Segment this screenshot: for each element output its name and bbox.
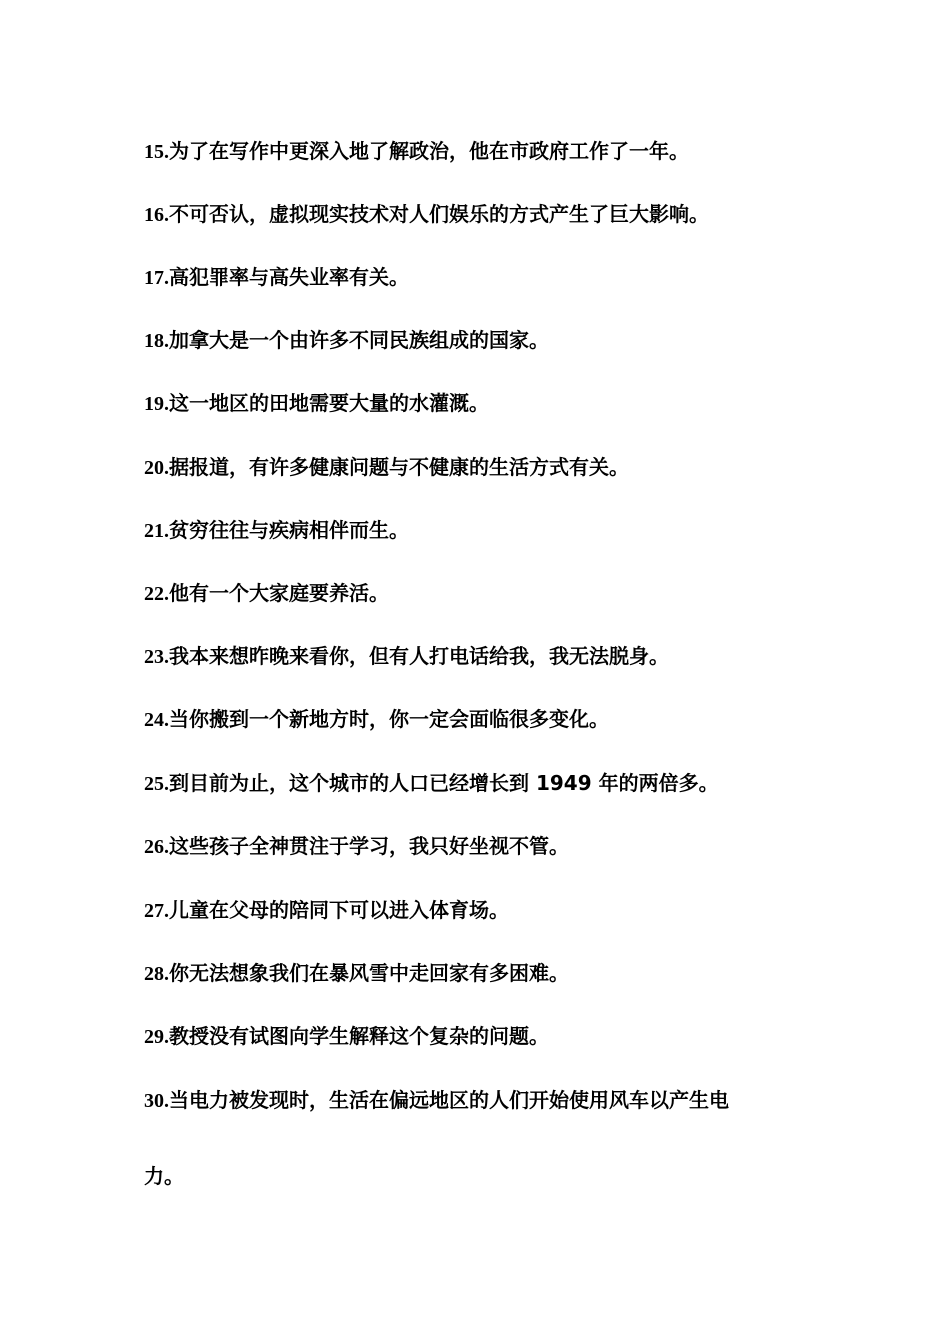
sentence-text: 当你搬到一个新地方时，你一定会面临很多变化。: [169, 707, 609, 731]
sentence-text: 贫穷往往与疾病相伴而生。: [169, 518, 409, 542]
sentence-number: 29.: [144, 1026, 169, 1048]
sentence-23: [144, 643, 814, 670]
sentence-15: [144, 138, 814, 165]
sentence-text: 力。: [144, 1164, 184, 1188]
sentence-29: [144, 1023, 814, 1050]
sentence-16: [144, 201, 814, 228]
sentence-25: [144, 770, 814, 797]
sentence-number: 24.: [144, 709, 169, 731]
sentence-number: 15.: [144, 141, 169, 163]
sentence-number: 16.: [144, 204, 169, 226]
sentence-30: [144, 1087, 814, 1114]
sentence-text: 为了在写作中更深入地了解政治，他在市政府工作了一年。: [169, 139, 689, 163]
sentence-24: [144, 706, 814, 733]
sentence-text: 我本来想昨晚来看你，但有人打电话给我，我无法脱身。: [169, 644, 669, 668]
sentence-22: [144, 580, 814, 607]
sentence-text: 这一地区的田地需要大量的水灌溉。: [169, 391, 489, 415]
sentence-number: 17.: [144, 267, 169, 289]
sentence-text: 儿童在父母的陪同下可以进入体育场。: [169, 898, 509, 922]
sentence-text: 当电力被发现时，生活在偏远地区的人们开始使用风车以产生电: [169, 1088, 729, 1112]
sentence-number: 20.: [144, 457, 169, 479]
sentence-19: [144, 390, 814, 417]
sentence-18: [144, 327, 814, 354]
sentence-27: [144, 897, 814, 924]
sentence-number: 21.: [144, 520, 169, 542]
sentence-number: 28.: [144, 963, 169, 985]
sentence-30-continuation: [144, 1163, 814, 1189]
sentence-number: 23.: [144, 646, 169, 668]
sentence-text: 高犯罪率与高失业率有关。: [169, 265, 409, 289]
sentence-text: 加拿大是一个由许多不同民族组成的国家。: [169, 328, 549, 352]
sentence-text: 不可否认，虚拟现实技术对人们娱乐的方式产生了巨大影响。: [169, 202, 709, 226]
sentence-text: 教授没有试图向学生解释这个复杂的问题。: [169, 1024, 549, 1048]
sentence-text: 到目前为止，这个城市的人口已经增长到 1949 年的两倍多。: [169, 771, 719, 795]
sentence-number: 30.: [144, 1090, 169, 1112]
sentence-number: 22.: [144, 583, 169, 605]
sentence-17: [144, 264, 814, 291]
sentence-number: 18.: [144, 330, 169, 352]
sentence-number: 26.: [144, 836, 169, 858]
sentence-26: [144, 833, 814, 860]
sentence-text: 他有一个大家庭要养活。: [169, 581, 389, 605]
sentence-number: 25.: [144, 773, 169, 795]
sentence-text: 据报道，有许多健康问题与不健康的生活方式有关。: [169, 455, 629, 479]
sentence-20: [144, 454, 814, 481]
sentence-number: 19.: [144, 393, 169, 415]
sentence-number: 27.: [144, 900, 169, 922]
sentence-21: [144, 517, 814, 544]
sentence-text: 这些孩子全神贯注于学习，我只好坐视不管。: [169, 834, 569, 858]
sentence-28: [144, 960, 814, 987]
sentence-text: 你无法想象我们在暴风雪中走回家有多困难。: [169, 961, 569, 985]
